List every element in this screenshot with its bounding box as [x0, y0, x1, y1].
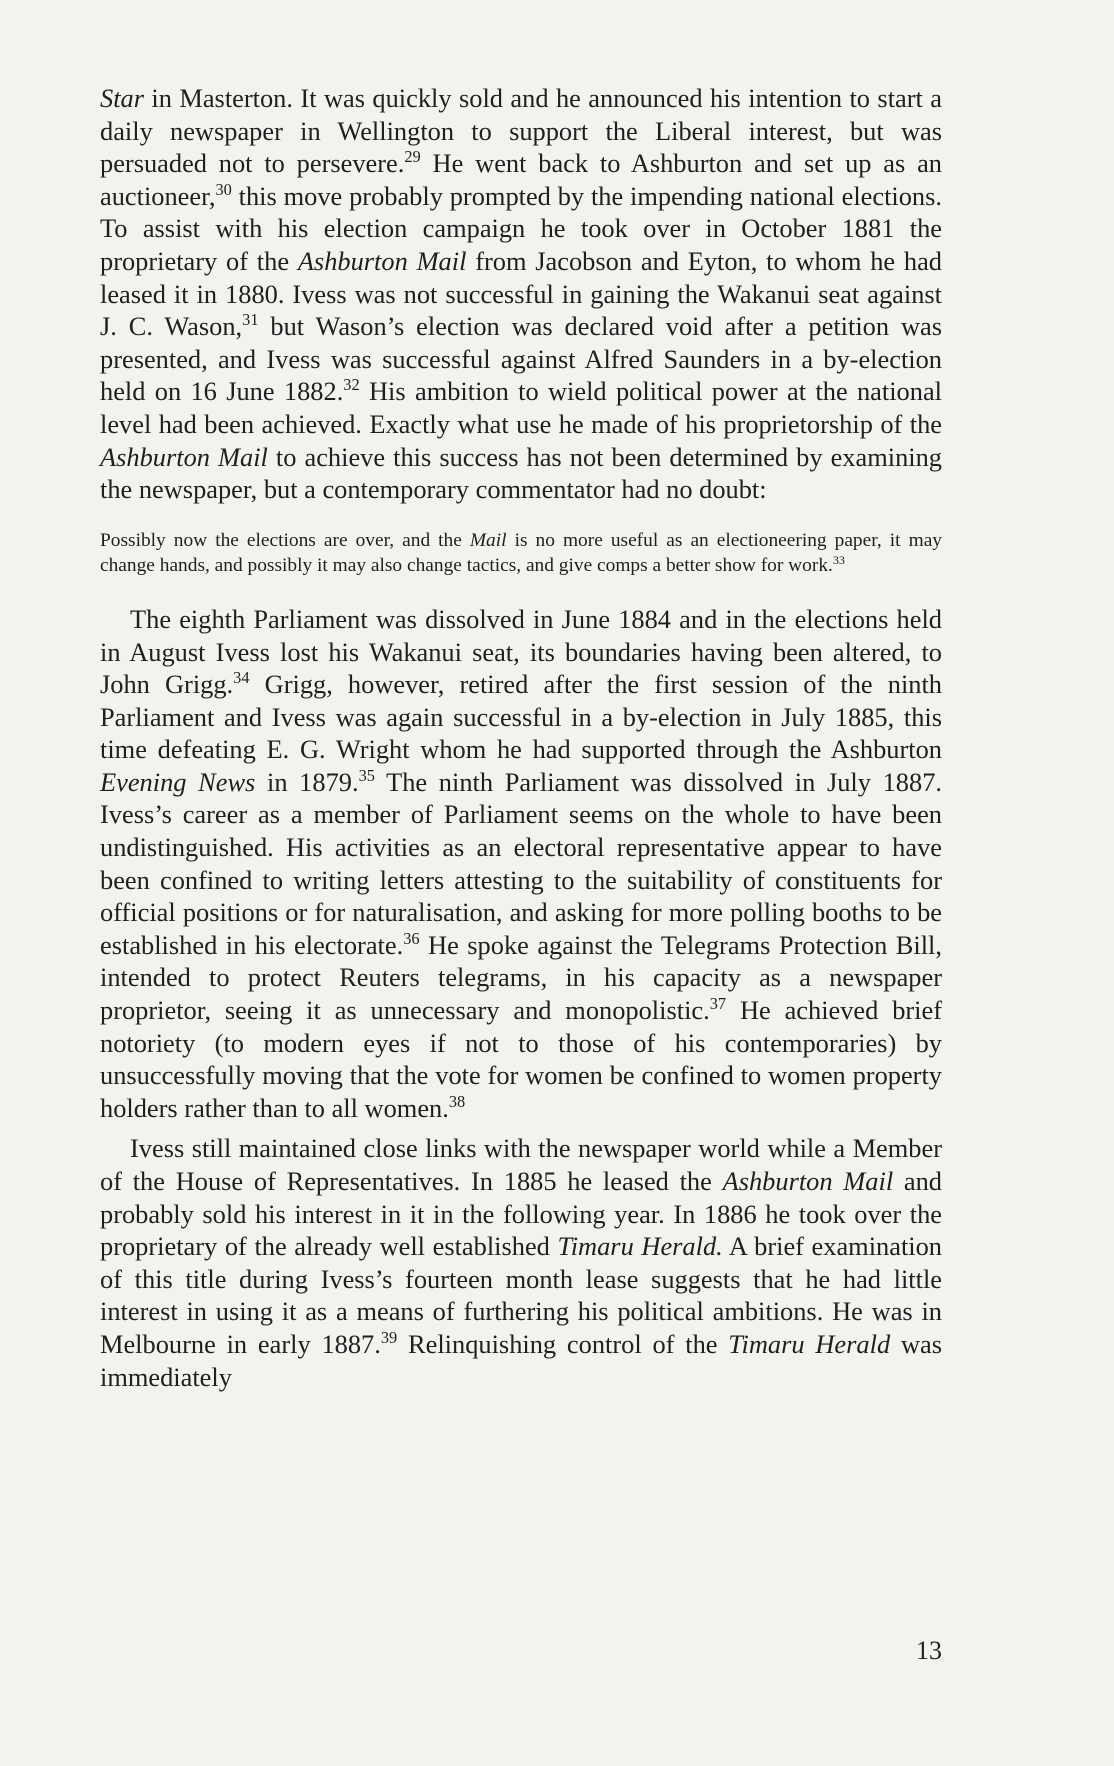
text-run: Ivess still maintained close links with the newspaper world while a Member of the House of Representatives. In 1885 he leased the [100, 1133, 942, 1196]
text-run: A brief examination of this title during Ivess’s fourteen month lease suggests that he had little interest in using it as a means of furthering his political ambitions. He was in Melbourne in early 1887. [100, 1231, 942, 1359]
paragraph-2 [100, 603, 942, 1125]
text-run: Possibly now the elections are over, and the [100, 529, 470, 551]
footnote-marker: 30 [215, 179, 232, 199]
footnote-marker: 36 [403, 928, 420, 948]
text-run: Relinquishing control of the [397, 1328, 729, 1359]
page-body [100, 82, 942, 1393]
text-run: and probably sold his interest in it in the following year. In 1886 he took over the proprietary of the already well established [100, 1166, 943, 1262]
text-run: to achieve this success has not been determined by examining the newspaper, but a contemporary commentator had no doubt: [100, 441, 942, 505]
text-run: in Masterton. It was quickly sold and he announced his intention to start a daily newspaper in Wellington to support the Liberal interest, but was persuaded not to persevere. [100, 83, 942, 179]
italic-text: Evening News [100, 766, 256, 797]
italic-text: Timaru Herald. [557, 1231, 723, 1262]
block-quote [100, 528, 942, 579]
text-run: The ninth Parliament was dissolved in July 1887. Ivess’s career as a member of Parliament seems on the whole to have been undistinguished. His activities as an electoral representative appear to have been confined to writing letters attesting to the suitability of constituents for official positions or for naturalisation, and asking for more polling booths to be established in his electorate. [100, 766, 942, 960]
text-run: was immediately [100, 1328, 942, 1392]
text-run: Grigg, however, retired after the first session of the ninth Parliament and Ivess was again successful in a by-election in July 1885, this time defeating E. G. Wright whom he had supported through the Ashburton [100, 669, 943, 765]
italic-text: Ashburton Mail [100, 441, 268, 472]
italic-text: Timaru Herald [728, 1328, 891, 1359]
footnote-marker: 37 [709, 993, 727, 1013]
text-run: but Wason’s election was declared void after a petition was presented, and Ivess was successful against Alfred Saunders in a by-election held on 16 June 1882. [100, 311, 942, 407]
footnote-marker: 39 [380, 1327, 398, 1347]
text-run: in 1879. [255, 766, 359, 797]
paragraph-3 [100, 1132, 942, 1393]
text-run: this move probably prompted by the impending national elections. To assist with his election campaign he took over in October 1881 the proprietary of the [100, 180, 942, 276]
text-run: He achieved brief notoriety (to modern eyes if not to those of his contemporaries) by unsuccessfully moving that the vote for women be confined to women property holders rather than to all women. [100, 995, 943, 1123]
footnote-marker: 32 [343, 375, 360, 395]
footnote-marker: 31 [242, 310, 259, 330]
italic-text: Mail [469, 529, 507, 551]
text-run: The eighth Parliament was dissolved in June 1884 and in the elections held in August Ivess lost his Wakanui seat, its boundaries having been altered, to John Grigg. [100, 603, 942, 700]
footnote-marker: 33 [832, 552, 845, 567]
text-run: He spoke against the Telegrams Protection Bill, intended to protect Reuters telegrams, in his capacity as a newspaper proprietor, seeing it as unnecessary and monopolistic. [100, 929, 942, 1026]
italic-text: Star [100, 83, 144, 113]
paragraph-1 [100, 82, 942, 506]
text-run: He went back to Ashburton and set up as an auctioneer, [100, 148, 942, 211]
paragraph-spacer [100, 1124, 942, 1132]
text-run: His ambition to wield political power at the national level had been achieved. Exactly what use he made of his proprietorship of the [100, 376, 942, 439]
italic-text: Ashburton Mail [297, 245, 467, 276]
footnote-marker: 34 [233, 667, 250, 687]
footnote-marker: 35 [358, 765, 375, 785]
text-run: is no more useful as an electioneering paper, it may change hands, and possibly it may also change tactics, and give comps a better show for work. [100, 529, 942, 577]
page-number: 13 [916, 1636, 942, 1665]
italic-text: Ashburton Mail [722, 1166, 894, 1196]
footnote-marker: 38 [448, 1091, 466, 1111]
text-run: from Jacobson and Eyton, to whom he had leased it in 1880. Ivess was not successful in gaining the Wakanui seat against J. C. Wason, [100, 245, 942, 342]
footnote-marker: 29 [404, 147, 421, 167]
